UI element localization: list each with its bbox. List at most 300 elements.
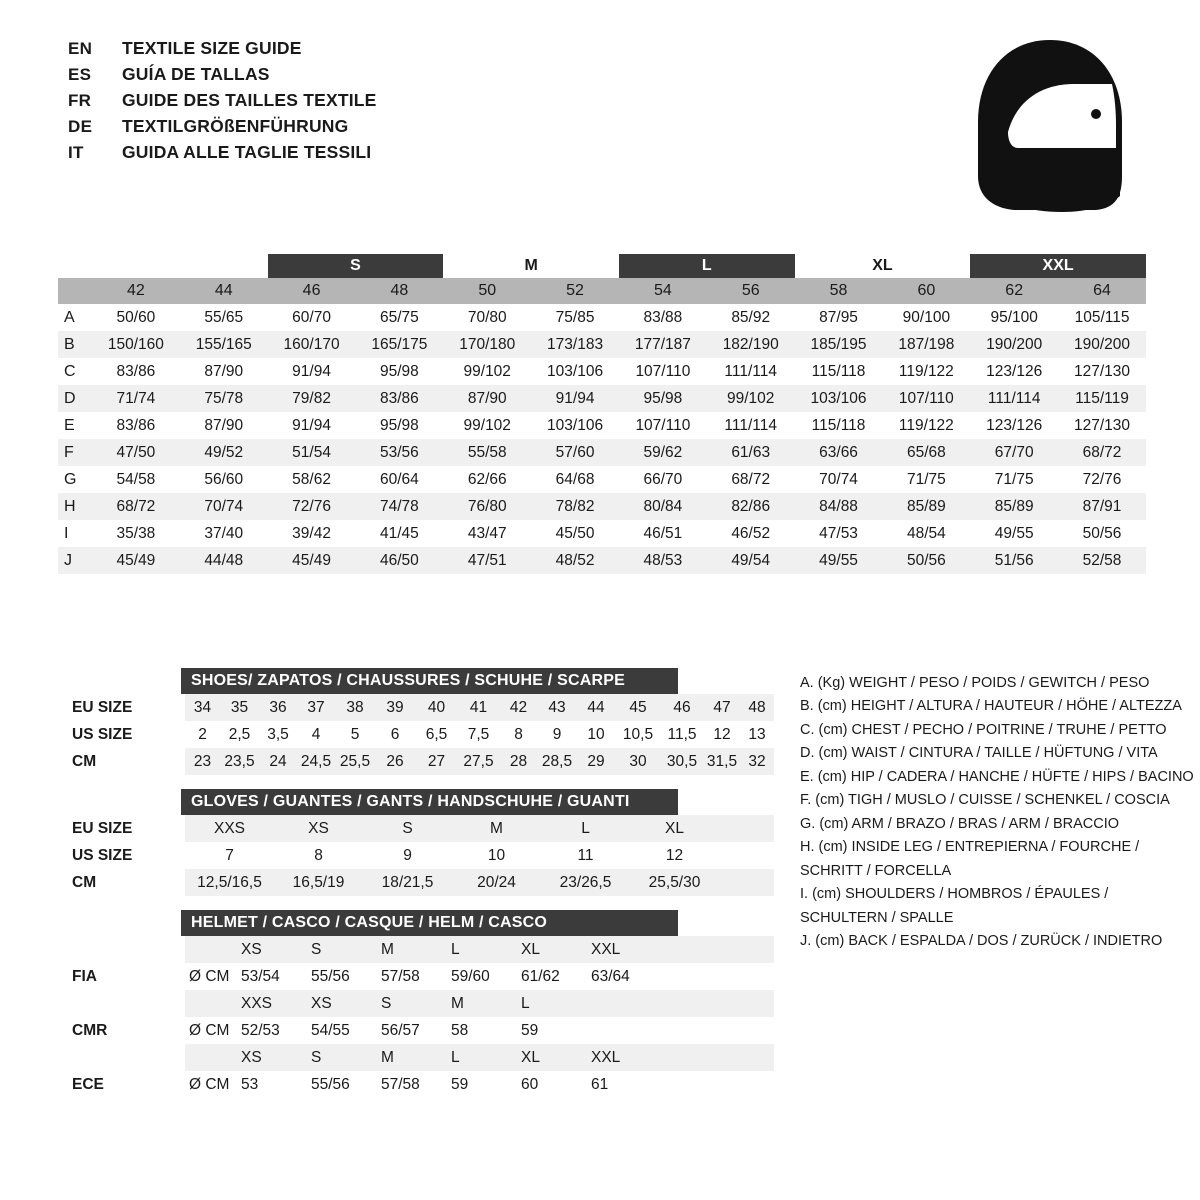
cell: L	[451, 936, 521, 963]
cell: 37/40	[180, 520, 268, 547]
size-band-xxl: XXL	[970, 254, 1146, 278]
header-row-fr	[68, 90, 768, 116]
helmet-ece-values-row	[68, 1071, 774, 1098]
numeric-size-header-row	[58, 278, 1146, 304]
cell: 87/95	[795, 304, 883, 331]
legend-item-b: B. (cm) HEIGHT / ALTURA / HAUTEUR / HÖHE / ALTEZZA	[800, 698, 1182, 715]
cell: 107/110	[619, 412, 707, 439]
cell: 63/66	[795, 439, 883, 466]
shoes-section-title: SHOES/ ZAPATOS / CHAUSSURES / SCHUHE / SCARPE	[181, 668, 678, 694]
cell: 35	[220, 694, 259, 721]
cell: 10	[576, 721, 616, 748]
lower-tables	[68, 668, 788, 1098]
gloves-row-label-us: US SIZE	[68, 842, 185, 869]
legend-item-f: F. (cm) TIGH / MUSLO / CUISSE / SCHENKEL / COSCIA	[800, 792, 1170, 809]
cell: 46/50	[355, 547, 443, 574]
gloves-section-title: GLOVES / GUANTES / GANTS / HANDSCHUHE / GUANTI	[181, 789, 678, 815]
cell: 10	[452, 842, 541, 869]
cell: 12,5/16,5	[185, 869, 274, 896]
cell: 83/88	[619, 304, 707, 331]
cell: 40	[415, 694, 458, 721]
cell: 46/52	[707, 520, 795, 547]
cell: 5	[335, 721, 375, 748]
cell: 72/76	[268, 493, 356, 520]
shoes-row-label-us: US SIZE	[68, 721, 185, 748]
row-key-c: C	[58, 358, 92, 385]
cell: 25,5	[335, 748, 375, 775]
numeric-size-64: 64	[1058, 278, 1146, 304]
cell: S	[311, 936, 381, 963]
cell: 6,5	[415, 721, 458, 748]
cell: 70/74	[180, 493, 268, 520]
cell: 65/68	[882, 439, 970, 466]
cell: 87/91	[1058, 493, 1146, 520]
size-band-l: L	[619, 254, 795, 278]
cell: 61/63	[707, 439, 795, 466]
cell: 36	[259, 694, 297, 721]
cell: 75/85	[531, 304, 619, 331]
table-row	[58, 358, 1146, 385]
cell: 68/72	[707, 466, 795, 493]
lang-code-es: ES	[68, 65, 92, 84]
cell: 115/118	[795, 412, 883, 439]
cell: 56/57	[381, 1017, 451, 1044]
legend-item-c: C. (cm) CHEST / PECHO / POITRINE / TRUHE / PETTO	[800, 721, 1167, 738]
cell: 8	[274, 842, 363, 869]
cell: 52/58	[1058, 547, 1146, 574]
header-row-it	[68, 142, 768, 168]
cell: 20/24	[452, 869, 541, 896]
header-title-es: GUÍA DE TALLAS	[122, 64, 270, 84]
lang-code-en: EN	[68, 39, 93, 58]
numeric-size-58: 58	[795, 278, 883, 304]
cell: 12	[630, 842, 719, 869]
cell: 123/126	[970, 358, 1058, 385]
cell: 127/130	[1058, 358, 1146, 385]
cell: 6	[375, 721, 415, 748]
cell: 32	[740, 748, 774, 775]
cell: 111/114	[970, 385, 1058, 412]
cell: 55/58	[443, 439, 531, 466]
shoes-row-label-eu: EU SIZE	[68, 694, 185, 721]
gloves-row-us	[68, 842, 774, 869]
cell: 51/54	[268, 439, 356, 466]
cell: 55/56	[311, 1071, 381, 1098]
helmet-row-label-cmr: CMR	[68, 1017, 185, 1044]
cell: 70/80	[443, 304, 531, 331]
gloves-row-cm	[68, 869, 774, 896]
cell: 71/75	[882, 466, 970, 493]
cell: M	[452, 815, 541, 842]
table-row	[58, 412, 1146, 439]
cell: 48/54	[882, 520, 970, 547]
cell: 58/62	[268, 466, 356, 493]
cell: 91/94	[531, 385, 619, 412]
cell	[185, 990, 241, 1017]
measurement-legend	[800, 672, 1194, 954]
cell: 51/56	[970, 547, 1058, 574]
cell: 47/53	[795, 520, 883, 547]
cell: 71/74	[92, 385, 180, 412]
gloves-row-label-cm: CM	[68, 869, 185, 896]
cell: 48	[740, 694, 774, 721]
cell: 59	[451, 1071, 521, 1098]
header-languages	[68, 38, 768, 168]
cell: 115/119	[1058, 385, 1146, 412]
helmet-section-title: HELMET / CASCO / CASQUE / HELM / CASCO	[181, 910, 678, 936]
cell: 71/75	[970, 466, 1058, 493]
cell: 23	[185, 748, 220, 775]
cell: 45/49	[92, 547, 180, 574]
cell: 38	[335, 694, 375, 721]
cell	[719, 815, 774, 842]
cell: 72/76	[1058, 466, 1146, 493]
cell: 25,5/30	[630, 869, 719, 896]
cell: 107/110	[619, 358, 707, 385]
helmet-ece-size-row	[68, 1044, 774, 1071]
helmet-icon	[970, 36, 1130, 216]
cell: 16,5/19	[274, 869, 363, 896]
header-row-de	[68, 116, 768, 142]
numeric-size-48: 48	[355, 278, 443, 304]
table-row	[58, 493, 1146, 520]
cell: 103/106	[795, 385, 883, 412]
size-band-s: S	[268, 254, 444, 278]
cell: 85/89	[970, 493, 1058, 520]
helmet-cmr-values-row	[68, 1017, 774, 1044]
numeric-size-62: 62	[970, 278, 1058, 304]
shoes-row-label-cm: CM	[68, 748, 185, 775]
numeric-size-50: 50	[443, 278, 531, 304]
lang-code-de: DE	[68, 117, 93, 136]
gloves-row-eu	[68, 815, 774, 842]
shoes-row-cm	[68, 748, 774, 775]
helmet-ece-size-blank	[68, 1044, 185, 1071]
table-row	[58, 304, 1146, 331]
textile-size-table	[58, 254, 1146, 574]
table-row	[58, 331, 1146, 358]
numeric-size-60: 60	[882, 278, 970, 304]
row-key-i: I	[58, 520, 92, 547]
cell	[719, 869, 774, 896]
cell: 190/200	[970, 331, 1058, 358]
cell: 187/198	[882, 331, 970, 358]
row-key-g: G	[58, 466, 92, 493]
cell: 79/82	[268, 385, 356, 412]
cell	[185, 1044, 241, 1071]
cell: 42	[499, 694, 538, 721]
cell: 34	[185, 694, 220, 721]
cell: 50/56	[882, 547, 970, 574]
cell: 90/100	[882, 304, 970, 331]
cell: 150/160	[92, 331, 180, 358]
numeric-size-corner	[58, 278, 92, 304]
cell: 24	[259, 748, 297, 775]
cell: 75/78	[180, 385, 268, 412]
cell: 49/55	[795, 547, 883, 574]
cell: 78/82	[531, 493, 619, 520]
cell: 123/126	[970, 412, 1058, 439]
cell: L	[451, 1044, 521, 1071]
legend-item-g: G. (cm) ARM / BRAZO / BRAS / ARM / BRACCIO	[800, 815, 1120, 832]
helmet-cmr-size-row	[68, 990, 774, 1017]
cell: 55/56	[311, 963, 381, 990]
cell	[719, 842, 774, 869]
numeric-size-46: 46	[268, 278, 356, 304]
legend-item-d: D. (cm) WAIST / CINTURA / TAILLE / HÜFTUNG / VITA	[800, 745, 1158, 762]
table-row	[58, 466, 1146, 493]
cell: 127/130	[1058, 412, 1146, 439]
cell: 111/114	[707, 412, 795, 439]
cell: 68/72	[1058, 439, 1146, 466]
cell: 46/51	[619, 520, 707, 547]
cell: 99/102	[443, 358, 531, 385]
cell: 30,5	[660, 748, 704, 775]
cell: 45	[616, 694, 660, 721]
cell: 45/50	[531, 520, 619, 547]
cell: XXL	[591, 1044, 774, 1071]
cell: XL	[630, 815, 719, 842]
cell: 18/21,5	[363, 869, 452, 896]
cell: 85/89	[882, 493, 970, 520]
cell: 83/86	[92, 358, 180, 385]
cell: 165/175	[355, 331, 443, 358]
cell: XXL	[591, 936, 774, 963]
cell: 170/180	[443, 331, 531, 358]
cell: 54/58	[92, 466, 180, 493]
cell: 190/200	[1058, 331, 1146, 358]
cell: 39/42	[268, 520, 356, 547]
cell: 62/66	[443, 466, 531, 493]
cell: 76/80	[443, 493, 531, 520]
cell: 41	[458, 694, 499, 721]
numeric-size-54: 54	[619, 278, 707, 304]
cell: 49/52	[180, 439, 268, 466]
cell: 182/190	[707, 331, 795, 358]
cell: 2	[185, 721, 220, 748]
cell	[591, 990, 774, 1017]
cell: S	[363, 815, 452, 842]
cell: 95/98	[355, 358, 443, 385]
cell: 56/60	[180, 466, 268, 493]
cell: 119/122	[882, 358, 970, 385]
cell: XL	[521, 936, 591, 963]
cell: XXS	[185, 815, 274, 842]
cell: 3,5	[259, 721, 297, 748]
row-key-e: E	[58, 412, 92, 439]
header-row-es	[68, 64, 768, 90]
helmet-fia-size-blank	[68, 936, 185, 963]
cell: 99/102	[707, 385, 795, 412]
cell: L	[541, 815, 630, 842]
cell: 11,5	[660, 721, 704, 748]
cell: 66/70	[619, 466, 707, 493]
cell: 160/170	[268, 331, 356, 358]
cell: 185/195	[795, 331, 883, 358]
cell: 44	[576, 694, 616, 721]
cell: 57/60	[531, 439, 619, 466]
header-row-en	[68, 38, 768, 64]
cell: 57/58	[381, 1071, 451, 1098]
cell: Ø CM	[185, 1017, 241, 1044]
cell: 61	[591, 1071, 774, 1098]
cell: 83/86	[355, 385, 443, 412]
row-key-b: B	[58, 331, 92, 358]
table-row	[58, 385, 1146, 412]
cell: 7,5	[458, 721, 499, 748]
cell: 29	[576, 748, 616, 775]
cell: 27	[415, 748, 458, 775]
cell: 111/114	[707, 358, 795, 385]
cell: 49/54	[707, 547, 795, 574]
cell: 26	[375, 748, 415, 775]
cell: 61/62	[521, 963, 591, 990]
cell: 8	[499, 721, 538, 748]
cell: 87/90	[180, 412, 268, 439]
cell: 53/54	[241, 963, 311, 990]
cell: 68/72	[92, 493, 180, 520]
row-key-f: F	[58, 439, 92, 466]
cell: 45/49	[268, 547, 356, 574]
cell: 47/50	[92, 439, 180, 466]
cell: 49/55	[970, 520, 1058, 547]
shoes-row-eu	[68, 694, 774, 721]
cell: 60/70	[268, 304, 356, 331]
cell: S	[311, 1044, 381, 1071]
lang-code-it: IT	[68, 143, 84, 162]
cell: 57/58	[381, 963, 451, 990]
row-key-d: D	[58, 385, 92, 412]
cell: 13	[740, 721, 774, 748]
cell: 10,5	[616, 721, 660, 748]
legend-item-a: A. (Kg) WEIGHT / PESO / POIDS / GEWITCH / PESO	[800, 675, 1150, 691]
cell: XS	[241, 936, 311, 963]
cell	[185, 936, 241, 963]
size-band-xl: XL	[795, 254, 971, 278]
cell: 103/106	[531, 358, 619, 385]
cell: 87/90	[443, 385, 531, 412]
cell: 37	[297, 694, 335, 721]
cell: 105/115	[1058, 304, 1146, 331]
header-title-en: TEXTILE SIZE GUIDE	[122, 38, 302, 58]
header-title-it: GUIDA ALLE TAGLIE TESSILI	[122, 142, 372, 162]
cell: 50/60	[92, 304, 180, 331]
header-title-fr: GUIDE DES TAILLES TEXTILE	[122, 90, 377, 110]
cell: XS	[311, 990, 381, 1017]
numeric-size-52: 52	[531, 278, 619, 304]
cell: 87/90	[180, 358, 268, 385]
cell: 84/88	[795, 493, 883, 520]
lang-code-fr: FR	[68, 91, 92, 110]
cell: 82/86	[707, 493, 795, 520]
cell: 60/64	[355, 466, 443, 493]
cell: 53/56	[355, 439, 443, 466]
cell: 173/183	[531, 331, 619, 358]
gloves-table	[68, 815, 774, 896]
cell: 47/51	[443, 547, 531, 574]
cell	[591, 1017, 774, 1044]
cell: 46	[660, 694, 704, 721]
cell: M	[451, 990, 521, 1017]
cell: 85/92	[707, 304, 795, 331]
cell: 24,5	[297, 748, 335, 775]
cell: L	[521, 990, 591, 1017]
cell: 23,5	[220, 748, 259, 775]
cell: 48/52	[531, 547, 619, 574]
cell: M	[381, 936, 451, 963]
size-band-m: M	[443, 254, 619, 278]
cell: 43	[538, 694, 576, 721]
row-key-h: H	[58, 493, 92, 520]
cell: 95/98	[355, 412, 443, 439]
cell: 27,5	[458, 748, 499, 775]
helmet-cmr-size-blank	[68, 990, 185, 1017]
cell: 59/60	[451, 963, 521, 990]
legend-item-e: E. (cm) HIP / CADERA / HANCHE / HÜFTE / HIPS / BACINO	[800, 768, 1194, 785]
cell: 58	[451, 1017, 521, 1044]
row-key-j: J	[58, 547, 92, 574]
cell: 4	[297, 721, 335, 748]
cell: 47	[704, 694, 740, 721]
cell: 67/70	[970, 439, 1058, 466]
cell: 28	[499, 748, 538, 775]
cell: S	[381, 990, 451, 1017]
table-row	[58, 439, 1146, 466]
legend-item-j: J. (cm) BACK / ESPALDA / DOS / ZURÜCK / INDIETRO	[800, 933, 1163, 950]
cell: 53	[241, 1071, 311, 1098]
cell: Ø CM	[185, 963, 241, 990]
gloves-row-label-eu: EU SIZE	[68, 815, 185, 842]
cell: 119/122	[882, 412, 970, 439]
cell: XXS	[241, 990, 311, 1017]
cell: 55/65	[180, 304, 268, 331]
cell: 60	[521, 1071, 591, 1098]
cell: 107/110	[882, 385, 970, 412]
cell: 28,5	[538, 748, 576, 775]
cell: XL	[521, 1044, 591, 1071]
cell: 52/53	[241, 1017, 311, 1044]
cell: 64/68	[531, 466, 619, 493]
cell: 115/118	[795, 358, 883, 385]
shoes-table	[68, 694, 774, 775]
cell: XS	[241, 1044, 311, 1071]
legend-item-h: H. (cm) INSIDE LEG / ENTREPIERNA / FOURCHE / SCHRITT / FORCELLA	[800, 839, 1140, 879]
cell: 99/102	[443, 412, 531, 439]
cell: 80/84	[619, 493, 707, 520]
cell: 63/64	[591, 963, 774, 990]
cell: 41/45	[355, 520, 443, 547]
size-band-blank	[58, 254, 268, 278]
table-row	[58, 547, 1146, 574]
row-key-a: A	[58, 304, 92, 331]
cell: 50/56	[1058, 520, 1146, 547]
cell: 54/55	[311, 1017, 381, 1044]
cell: 2,5	[220, 721, 259, 748]
cell: 23/26,5	[541, 869, 630, 896]
numeric-size-42: 42	[92, 278, 180, 304]
cell: 95/100	[970, 304, 1058, 331]
cell: Ø CM	[185, 1071, 241, 1098]
cell: 43/47	[443, 520, 531, 547]
cell: 48/53	[619, 547, 707, 574]
cell: 91/94	[268, 412, 356, 439]
cell: 91/94	[268, 358, 356, 385]
cell: 59	[521, 1017, 591, 1044]
helmet-row-label-ece: ECE	[68, 1071, 185, 1098]
cell: 74/78	[355, 493, 443, 520]
cell: 103/106	[531, 412, 619, 439]
cell: 155/165	[180, 331, 268, 358]
